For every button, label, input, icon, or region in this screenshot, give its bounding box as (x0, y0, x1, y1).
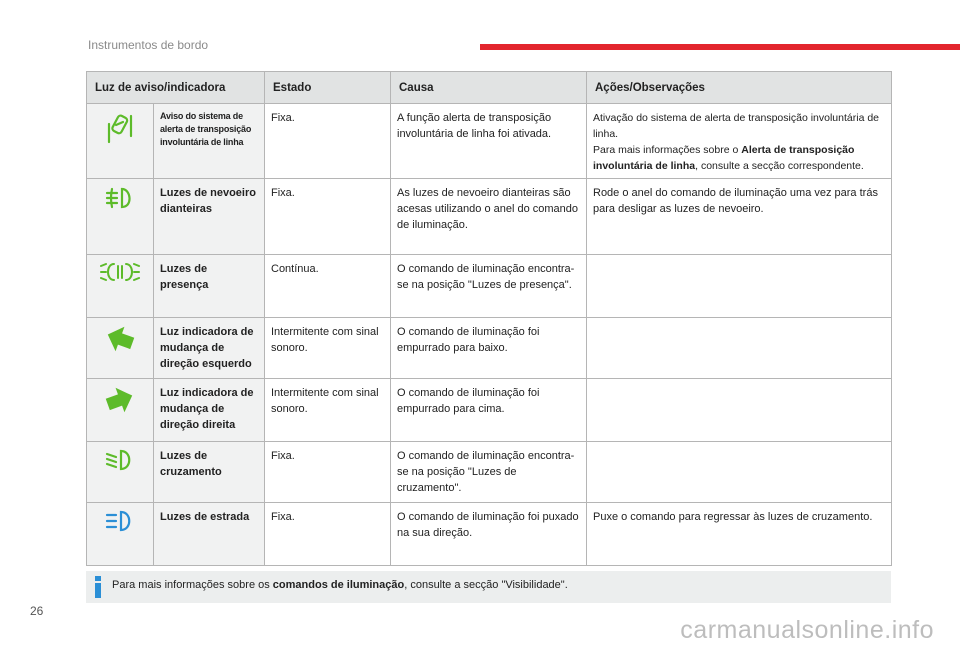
page-number: 26 (30, 604, 44, 618)
light-name: Luzes de estrada (154, 503, 265, 566)
warning-lights-table (86, 71, 892, 566)
table-row (87, 442, 892, 503)
light-name: Aviso do sistema de alerta de transposição involuntária de linha (154, 104, 265, 179)
action-text-prefix: Para mais informações sobre o (593, 144, 742, 156)
light-action (587, 255, 892, 318)
light-action: Puxe o comando para regressar às luzes de cruzamento. (587, 503, 892, 566)
table-row (87, 379, 892, 442)
light-cause: O comando de iluminação foi empurrado para cima. (391, 379, 587, 442)
right-turn-arrow-icon (93, 385, 147, 415)
light-state: Fixa. (265, 442, 391, 503)
column-header-cause: Causa (391, 72, 587, 104)
action-text-bold: Alerta de transposição involuntária de linha (593, 144, 855, 172)
light-name: Luz indicadora de mudança de direção direita (154, 379, 265, 442)
info-text-suffix: , consulte a secção "Visibilidade". (404, 579, 568, 591)
info-text-prefix: Para mais informações sobre os (112, 579, 273, 591)
light-action (587, 104, 892, 179)
column-header-actions: Ações/Observações (587, 72, 892, 104)
light-name: Luzes de presença (154, 255, 265, 318)
light-name: Luzes de nevoeiro dianteiras (154, 179, 265, 255)
light-state: Intermitente com sinal sonoro. (265, 379, 391, 442)
section-title: Instrumentos de bordo (88, 38, 209, 52)
watermark: carmanualsonline.info (680, 616, 934, 644)
light-state: Fixa. (265, 179, 391, 255)
main-beam-icon (93, 509, 147, 533)
action-text-suffix: , consulte a secção correspondente. (695, 160, 864, 172)
light-state: Fixa. (265, 503, 391, 566)
info-icon (92, 576, 104, 603)
light-cause: O comando de iluminação encontra-se na posição "Luzes de presença". (391, 255, 587, 318)
light-state: Intermitente com sinal sonoro. (265, 318, 391, 379)
light-cause: O comando de iluminação foi empurrado para baixo. (391, 318, 587, 379)
light-action (587, 379, 892, 442)
light-cause: As luzes de nevoeiro dianteiras são acesas utilizando o anel do comando de iluminação. (391, 179, 587, 255)
table-row (87, 255, 892, 318)
light-name: Luz indicadora de mudança de direção esquerdo (154, 318, 265, 379)
front-fog-lights-icon (93, 185, 147, 211)
table-row (87, 179, 892, 255)
light-cause: A função alerta de transposição involuntária de linha foi ativada. (391, 104, 587, 179)
light-action (587, 442, 892, 503)
sidelights-icon (93, 261, 147, 283)
light-cause: O comando de iluminação encontra-se na posição "Luzes de cruzamento". (391, 442, 587, 503)
header-accent-bar (480, 44, 960, 50)
table-row (87, 318, 892, 379)
table-row (87, 104, 892, 179)
info-note (86, 571, 891, 603)
action-text: Ativação do sistema de alerta de transposição involuntária de linha. (593, 112, 880, 140)
column-header-light: Luz de aviso/indicadora (87, 72, 265, 104)
left-turn-arrow-icon (93, 324, 147, 354)
column-header-state: Estado (265, 72, 391, 104)
light-cause: O comando de iluminação foi puxado na sua direção. (391, 503, 587, 566)
lane-departure-warning-icon (93, 110, 147, 144)
table-row (87, 503, 892, 566)
light-action (587, 318, 892, 379)
table-header-row (87, 72, 892, 104)
light-state: Fixa. (265, 104, 391, 179)
dipped-beam-icon (93, 448, 147, 472)
info-text (112, 579, 568, 591)
light-action: Rode o anel do comando de iluminação uma vez para trás para desligar as luzes de nevoeiro. (587, 179, 892, 255)
info-text-bold: comandos de iluminação (272, 579, 405, 591)
light-state: Contínua. (265, 255, 391, 318)
light-name: Luzes de cruzamento (154, 442, 265, 503)
